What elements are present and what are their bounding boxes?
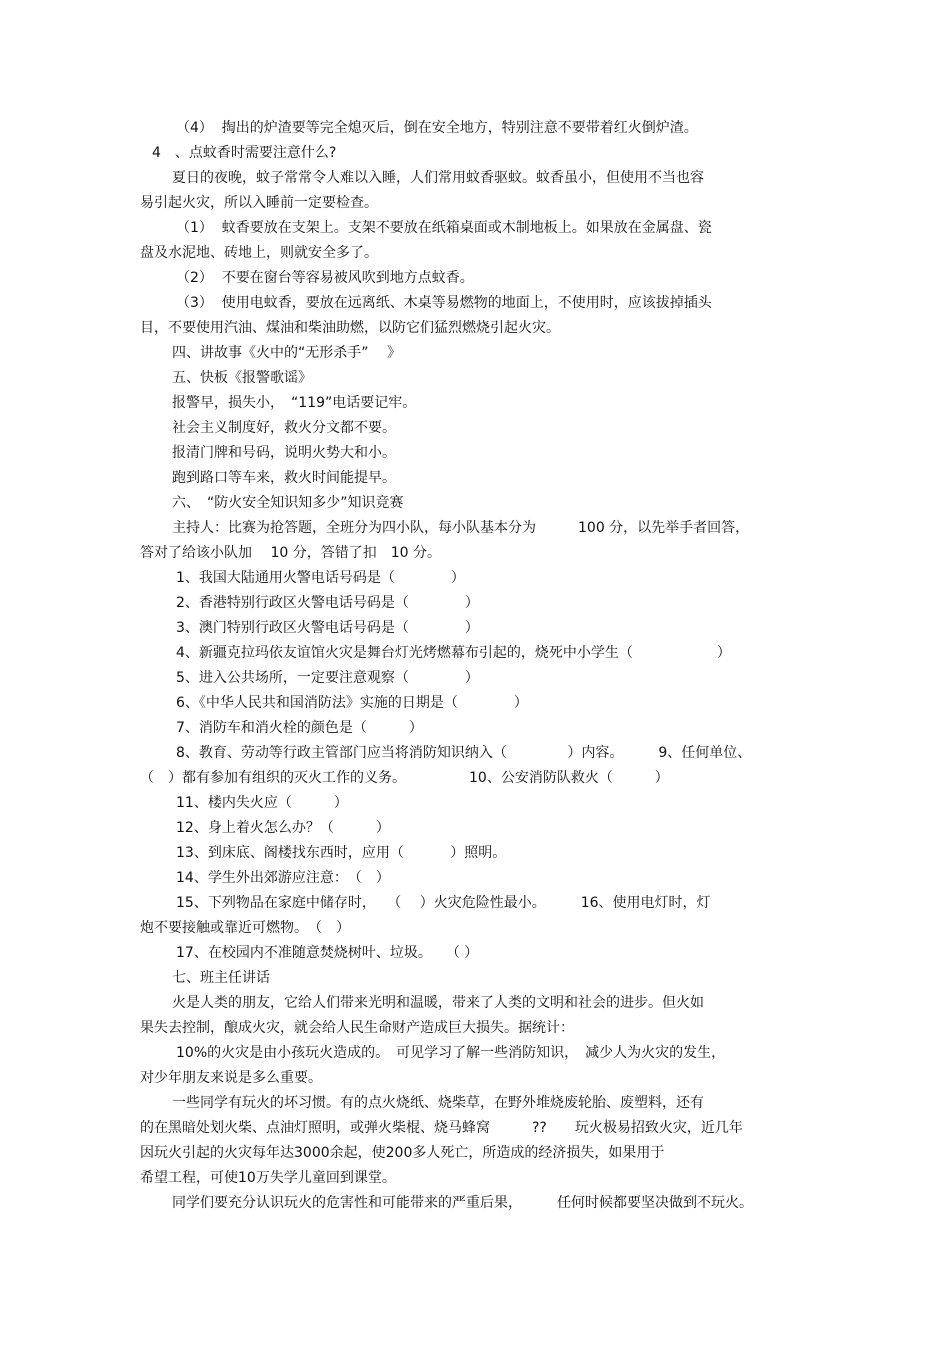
line-38: 10%的火灾是由小孩玩火造成的。 可见学习了解一些消防知识， 减少人为火灾的发生，	[176, 1045, 726, 1061]
line-25: 7、消防车和消火栓的颜色是（ ）	[176, 720, 423, 736]
line-36: 火是人类的朋友，它给人们带来光明和温暖，带来了人类的文明和社会的进步。但火如	[172, 995, 704, 1011]
line-30: 13、到床底、阁楼找东西时，应用（ ）照明。	[176, 845, 507, 861]
line-35: 七、班主任讲话	[172, 970, 270, 986]
line-17: 主持人：比赛为抢答题，全班分为四小队，每小队基本分为 100 分，以先举手者回答，	[172, 520, 750, 536]
line-31: 14、学生外出郊游应注意： （ ）	[176, 870, 390, 886]
line-21: 3、澳门特别行政区火警电话号码是（ ）	[176, 620, 479, 636]
line-5: （1） 蚊香要放在支架上。支架不要放在纸箱桌面或木制地板上。如果放在金属盘、瓷	[176, 220, 712, 236]
line-40: 一些同学有玩火的坏习惯。有的点火烧纸、烧柴草，在野外堆烧废轮胎、废塑料，还有	[172, 1095, 704, 1111]
line-26: 8、教育、劳动等行政主管部门应当将消防知识纳入（ ）内容。 9、任何单位、	[176, 745, 752, 761]
line-4: 易引起火灾，所以入睡前一定要检查。	[140, 195, 378, 211]
line-34: 17、在校园内不准随意焚烧树叶、垃圾。 （ ）	[176, 945, 479, 961]
line-8: （3） 使用电蚊香，要放在远离纸、木桌等易燃物的地面上，不使用时，应该拔掉插头	[176, 295, 712, 311]
line-1: （4） 掏出的炉渣要等完全熄灭后，倒在安全地方，特别注意不要带着红火倒炉渣。	[176, 120, 698, 136]
line-33: 炮不要接触或靠近可燃物。 （ ）	[140, 920, 350, 936]
line-14: 报清门牌和号码，说明火势大和小。	[172, 445, 396, 461]
line-42: 因玩火引起的火灾每年达3000余起，使200多人死亡，所造成的经济损失，如果用于	[140, 1145, 665, 1161]
line-18: 答对了给该小队加 10 分，答错了扣 10 分。	[140, 545, 441, 561]
line-39: 对少年朋友来说是多么重要。	[140, 1070, 322, 1086]
line-22: 4、新疆克拉玛依友谊馆火灾是舞台灯光烤燃幕布引起的，烧死中小学生（ ）	[176, 645, 731, 661]
line-29: 12、身上着火怎么办？（ ）	[176, 820, 390, 836]
line-2: 4 、点蚊香时需要注意什么?	[152, 145, 337, 161]
line-43: 希望工程，可使10万失学儿童回到课堂。	[140, 1170, 396, 1186]
line-32: 15、下列物品在家庭中储存时， （ ）火灾危险性最小。 16、使用电灯时，灯	[176, 895, 711, 911]
line-28: 11、楼内失火应（ ）	[176, 795, 348, 811]
line-11: 五、快板《报警歌谣》	[172, 370, 312, 386]
line-13: 社会主义制度好，救火分文都不要。	[172, 420, 396, 436]
line-3: 夏日的夜晚，蚊子常常令人难以入睡，人们常用蚊香驱蚊。蚊香虽小，但使用不当也容	[172, 170, 704, 186]
line-10: 四、讲故事《火中的“无形杀手” 》	[172, 345, 401, 361]
line-37: 果失去控制，酿成火灾，就会给人民生命财产造成巨大损失。据统计：	[140, 1020, 574, 1036]
line-23: 5、进入公共场所，一定要注意观察（ ）	[176, 670, 479, 686]
line-6: 盘及水泥地、砖地上，则就安全多了。	[140, 245, 378, 261]
line-27: （ ）都有参加有组织的灭火工作的义务。 10、公安消防队救火（ ）	[140, 770, 669, 786]
line-9: 目，不要使用汽油、煤油和柴油助燃，以防它们猛烈燃烧引起火灾。	[140, 320, 560, 336]
line-24: 6、《中华人民共和国消防法》实施的日期是（ ）	[176, 695, 528, 711]
line-15: 跑到路口等车来，救火时间能提早。	[172, 470, 396, 486]
line-16: 六、 “防火安全知识知多少”知识竞赛	[172, 495, 404, 511]
line-20: 2、香港特别行政区火警电话号码是（ ）	[176, 595, 479, 611]
line-44: 同学们要充分认识玩火的危害性和可能带来的严重后果， 任何时候都要坚决做到不玩火。	[172, 1195, 753, 1211]
line-12: 报警早，损失小， “119”电话要记牢。	[172, 395, 417, 411]
line-19: 1、我国大陆通用火警电话号码是（ ）	[176, 570, 465, 586]
line-7: （2） 不要在窗台等容易被风吹到地方点蚊香。	[176, 270, 474, 286]
line-41: 的在黑暗处划火柴、点油灯照明，或弹火柴棍、烧马蜂窝 ?? 玩火极易招致火灾，近几年	[140, 1120, 743, 1136]
